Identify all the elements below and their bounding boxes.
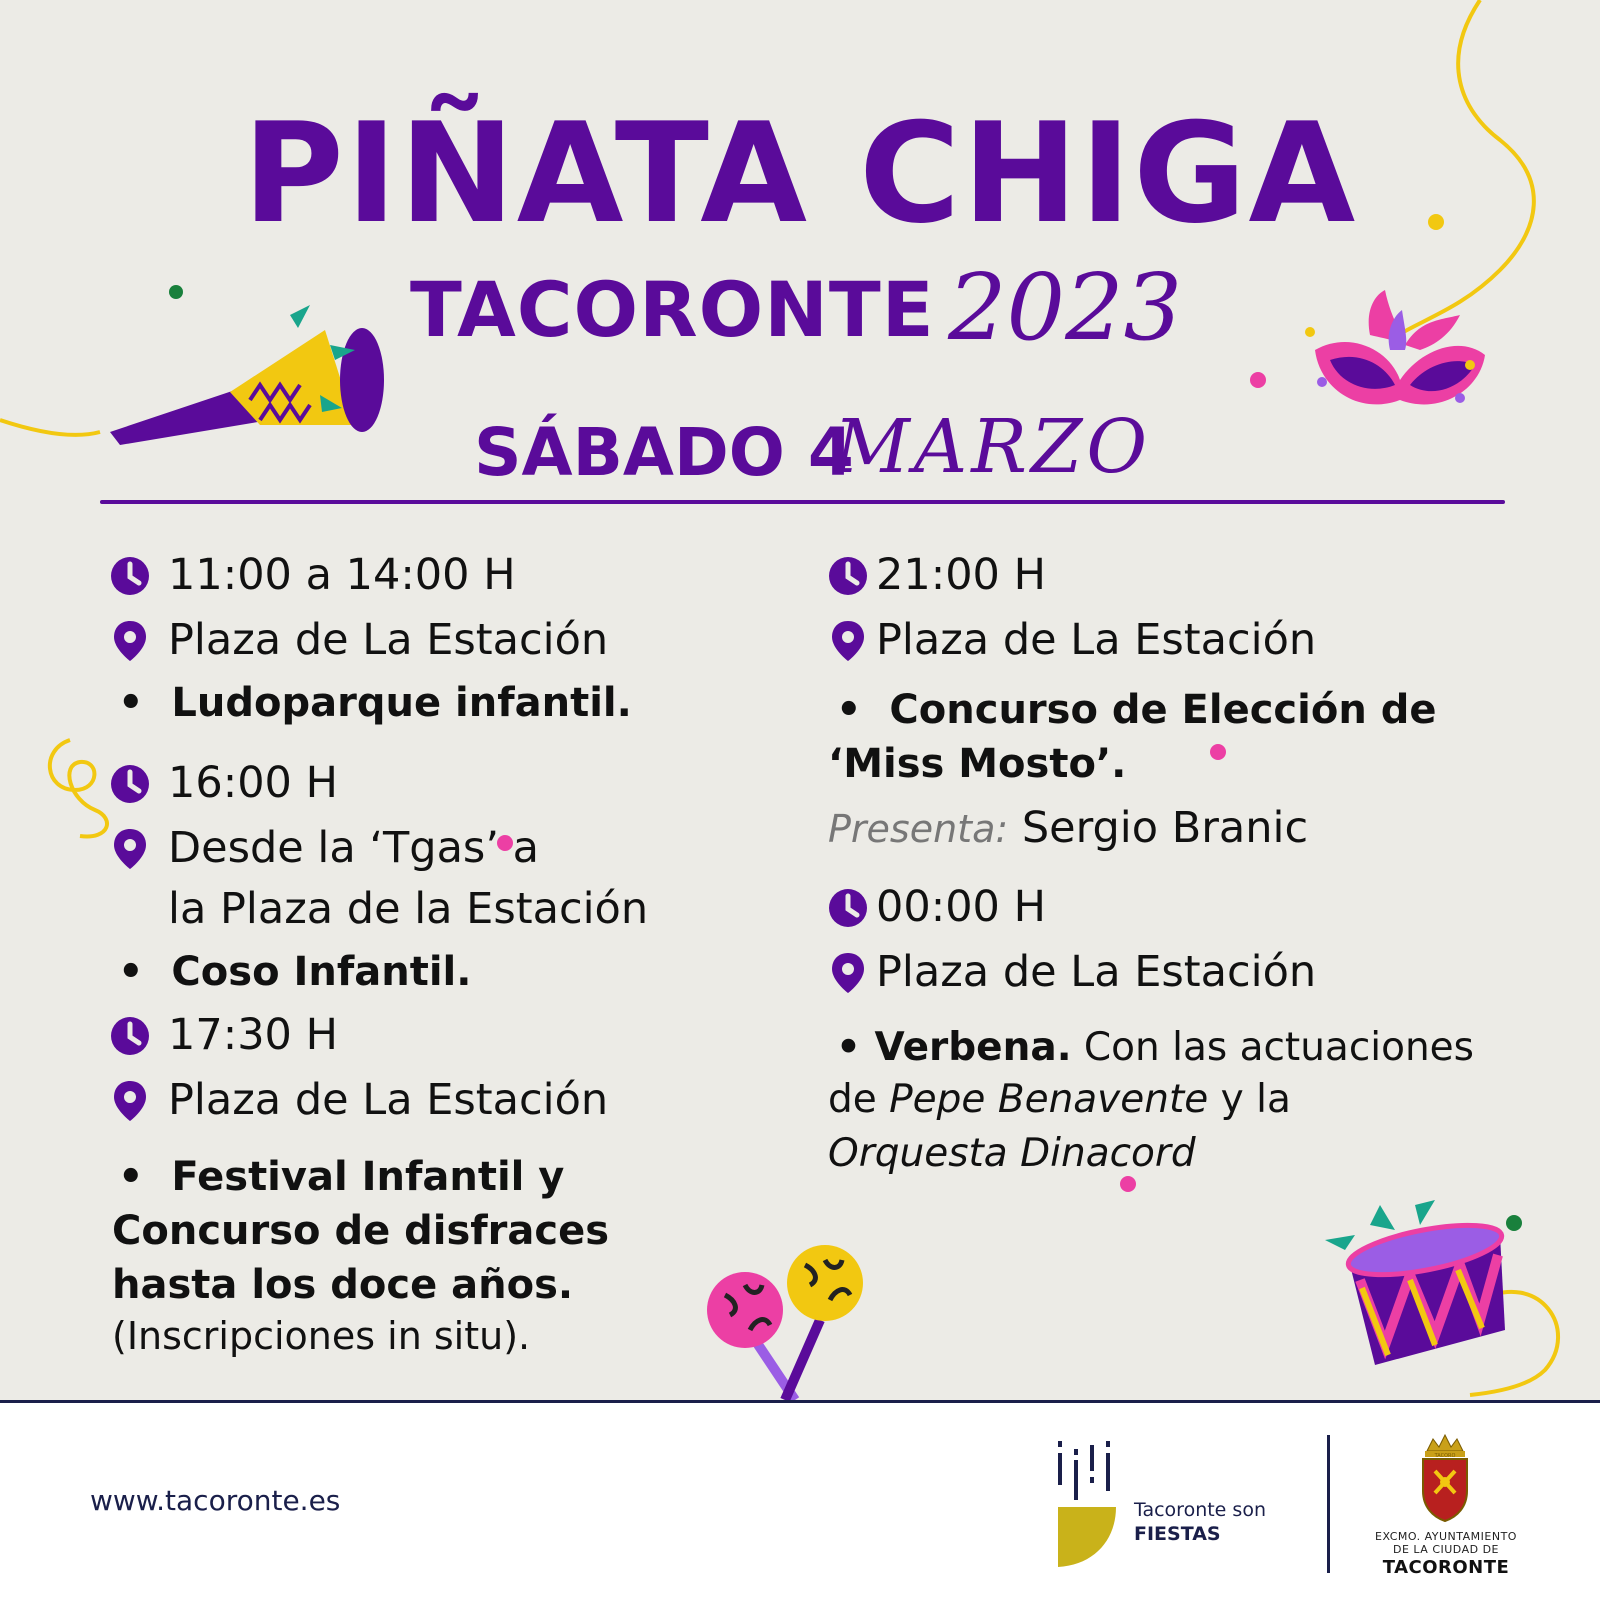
- artists-suffix: y la: [1208, 1077, 1291, 1122]
- party-horn-icon: [110, 305, 384, 445]
- footer: [0, 1400, 1600, 1599]
- confetti-dot: [169, 285, 183, 299]
- event-activity: • Festival Infantil y: [118, 1154, 565, 1200]
- time-text: 21:00 H: [876, 550, 1046, 600]
- activity-text: Coso Infantil.: [171, 949, 472, 995]
- footer-divider: [1327, 1435, 1330, 1573]
- activity-text-line2: ‘Miss Mosto’.: [828, 741, 1127, 787]
- place-text: Plaza de La Estación: [876, 947, 1317, 997]
- place-text: Plaza de La Estación: [168, 1075, 609, 1125]
- activity-bold-text: Verbena.: [874, 1025, 1072, 1070]
- location-pin-icon: [828, 951, 868, 995]
- clock-icon: [110, 554, 150, 598]
- event-place: [110, 615, 608, 667]
- brand-line2: FIESTAS: [1134, 1522, 1221, 1545]
- event-activity: • Verbena. Con las actuaciones: [836, 1025, 1474, 1070]
- drum-icon: [1325, 1200, 1505, 1365]
- location-pin-icon: [828, 619, 868, 663]
- artist-name: Pepe Benavente: [889, 1077, 1209, 1122]
- event-town: TACORONTE: [410, 265, 935, 354]
- presenter-name: Sergio Branic: [1021, 803, 1309, 853]
- activity-rest-text: Con las actuaciones: [1071, 1025, 1474, 1070]
- time-text: 17:30 H: [168, 1010, 338, 1060]
- carnival-mask-icon: [1305, 290, 1485, 404]
- event-time: [828, 550, 1046, 602]
- activity-text: Ludoparque infantil.: [171, 680, 632, 726]
- artists-prefix: de: [828, 1077, 890, 1122]
- confetti-dot: [1210, 744, 1226, 760]
- place-text: Plaza de La Estación: [168, 615, 609, 665]
- fiestas-brand-text: [1134, 1499, 1266, 1547]
- municipal-crest-icon: [1417, 1433, 1473, 1523]
- event-artists-line: [828, 1076, 1291, 1125]
- activity-text-line2: Concurso de disfraces: [112, 1208, 610, 1254]
- ayto-line2: DE LA CIUDAD DE: [1393, 1542, 1499, 1556]
- event-year: 2023: [948, 254, 1183, 361]
- event-title: PIÑATA CHIGA: [242, 93, 1358, 254]
- website-link[interactable]: www.tacoronte.es: [90, 1484, 341, 1517]
- event-presenter: [828, 802, 1308, 856]
- ayto-text: [1372, 1531, 1520, 1556]
- event-activity: • Ludoparque infantil.: [118, 680, 632, 726]
- location-pin-icon: [110, 619, 150, 663]
- brand-line1: Tacoronte son: [1134, 1499, 1266, 1521]
- event-place: [828, 615, 1316, 667]
- event-time: [110, 758, 338, 810]
- event-place: [828, 947, 1316, 999]
- event-note: (Inscripciones in situ).: [112, 1314, 531, 1358]
- ayto-line1: EXCMO. AYUNTAMIENTO: [1375, 1530, 1517, 1543]
- place-text-line2: la Plaza de la Estación: [168, 884, 649, 934]
- artist-name: Orquesta Dinacord: [828, 1131, 1196, 1176]
- event-activity: • Coso Infantil.: [118, 949, 472, 995]
- clock-icon: [828, 886, 868, 930]
- event-activity: • Concurso de Elección de: [836, 687, 1437, 733]
- clock-icon: [110, 762, 150, 806]
- confetti-dot: [1250, 372, 1266, 388]
- event-time: [828, 882, 1046, 934]
- ayto-town: TACORONTE: [1382, 1557, 1510, 1578]
- fiestas-logo-icon: [1054, 1435, 1134, 1570]
- event-time: [110, 1010, 338, 1062]
- location-pin-icon: [110, 1079, 150, 1123]
- time-text: 16:00 H: [168, 758, 338, 808]
- activity-text: Concurso de Elección de: [889, 687, 1437, 733]
- event-month: MARZO: [834, 404, 1152, 490]
- clock-icon: [828, 554, 868, 598]
- streamer-left: [0, 420, 100, 435]
- time-text: 00:00 H: [876, 882, 1046, 932]
- event-place: [110, 823, 539, 875]
- time-text: 11:00 a 14:00 H: [168, 550, 516, 600]
- place-text: Desde la ‘Tgas’ a: [168, 823, 540, 873]
- event-day: SÁBADO 4: [474, 414, 854, 491]
- activity-text: Festival Infantil y: [171, 1154, 565, 1200]
- place-text: Plaza de La Estación: [876, 615, 1317, 665]
- clock-icon: [110, 1014, 150, 1058]
- event-time: [110, 550, 516, 602]
- header-divider: [100, 500, 1505, 504]
- confetti-dot: [1506, 1215, 1522, 1231]
- maracas-icon: [707, 1245, 863, 1400]
- presenter-label: Presenta:: [828, 807, 1009, 851]
- crest-label: TACORO: [1434, 1453, 1456, 1459]
- event-place: [110, 1075, 608, 1127]
- swirl-left: [50, 740, 107, 836]
- location-pin-icon: [110, 827, 150, 871]
- activity-text-line3: hasta los doce años.: [112, 1262, 574, 1308]
